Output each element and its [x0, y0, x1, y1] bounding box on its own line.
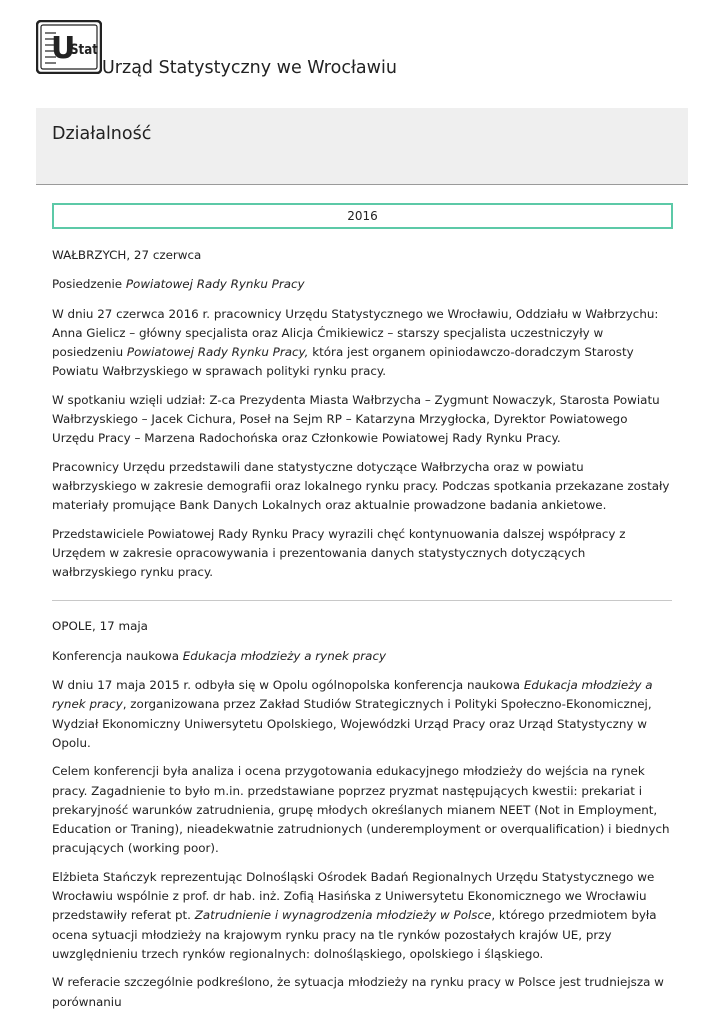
article-opole — [52, 617, 672, 1011]
heading-text: Konferencja naukowa — [52, 648, 183, 663]
paragraph-text: W dniu 17 maja 2015 r. odbyła się w Opolu ogólnopolska konferencja naukowa — [52, 678, 524, 693]
year-heading: 2016 — [52, 203, 673, 229]
article-paragraph: Celem konferencji była analiza i ocena przygotowania edukacyjnego młodzieży do wejścia na rynek pracy. Zagadnienie to było m.in. przedstawiane poprzez pryzmat następujących kwestii: prekariat i prekaryjność warunków zatrudnienia, grupę młodych określanych mianem NEET (Not in Employment, Education or Traning), nieadekwatnie zatrudnionych (underemployment or overqualification) i biednych pracujących (working poor). — [52, 764, 670, 856]
article-dateline: WAŁBRZYCH, 27 czerwca — [52, 248, 202, 262]
article-paragraph: W spotkaniu wzięli udział: Z-ca Prezydenta Miasta Wałbrzycha – Zygmunt Nowaczyk, Starosta Powiatu Wałbrzyskiego – Jacek Cichura, Poseł na Sejm RP – Katarzyna Mrzygłocka, Dyrektor Powiatowego Urzędu Pracy – Marzena Radochońska oraz Członkowie Powiatowej Rady Rynku Pracy. — [52, 392, 660, 446]
heading-text: Posiedzenie — [52, 277, 126, 292]
paragraph-italic: Zatrudnienie i wynagrodzenia młodzieży w Polsce — [194, 908, 492, 923]
article-walbrzych — [52, 246, 672, 582]
heading-italic: Powiatowej Rady Rynku Pracy — [125, 277, 305, 292]
article-heading — [52, 647, 672, 666]
site-title[interactable]: Urząd Statystyczny we Wrocławiu — [102, 58, 397, 78]
site-header — [36, 20, 696, 76]
article-dateline: OPOLE, 17 maja — [52, 619, 148, 634]
svg-text:U: U — [51, 31, 76, 66]
paragraph-text: Elżbieta Stańczyk reprezentując Dolnośląski Ośrodek Badań Regionalnych Urzędu Statystycznego we Wrocławiu wspólnie z prof. dr hab. inż. Zofią Hasińska z Uniwersytetu Ekonomicznego we Wrocławiu przedstawiły referat pt. — [52, 869, 655, 923]
content — [52, 246, 672, 1021]
article-paragraph — [52, 305, 672, 382]
svg-text:Stat: Stat — [70, 42, 98, 59]
article-paragraph: Przedstawiciele Powiatowej Rady Rynku Pracy wyrazili chęć kontynuowania dalszej współpracy z Urzędem w zakresie opracowywania i prezentowania danych statystycznych dotyczących wałbrzyskiego rynku pracy. — [52, 526, 626, 580]
paragraph-italic: Edukacja młodzieży a rynek pracy — [52, 678, 653, 712]
ustat-logo[interactable] — [36, 20, 102, 74]
article-heading — [52, 275, 672, 294]
article-separator — [52, 600, 672, 601]
paragraph-text: , zorganizowana przez Zakład Studiów Strategicznych i Polityki Społeczno-Ekonomicznej, Wydział Ekonomiczny Uniwersytetu Opolskiego, Wojewódzki Urząd Pracy oraz Urząd Statystyczny w Opolu. — [52, 697, 652, 750]
title-band — [36, 108, 688, 185]
heading-italic: Edukacja młodzieży a rynek pracy — [182, 648, 387, 663]
paragraph-text: , którego przedmiotem była ocena sytuacji młodzieży na krajowym rynku pracy na tle rynków pozostałych krajów UE, przy uwzględnieniu trzech rynków regionalnych: dolnośląskiego, opolskiego i śląskiego. — [52, 908, 657, 961]
article-paragraph — [52, 868, 672, 964]
paragraph-text: która jest organem opiniodawczo-doradczym Starosty Powiatu Wałbrzyskiego w sprawach polityki rynku pracy. — [52, 345, 634, 379]
article-paragraph: Pracownicy Urzędu przedstawili dane statystyczne dotyczące Wałbrzycha oraz w powiatu wałbrzyskiego w zakresie demografii oraz lokalnego rynku pracy. Podczas spotkania przekazane zostały materiały promujące Bank Danych Lokalnych oraz aktualnie prowadzone badania ankietowe. — [52, 459, 670, 513]
paragraph-text: W dniu 27 czerwca 2016 r. pracownicy Urzędu Statystycznego we Wrocławiu, Oddziału w Wałbrzychu: Anna Gielicz – główny specjalista oraz Alicja Ćmikiewicz – starszy specjalista uczestniczyły w posiedzeniu — [52, 306, 659, 360]
paragraph-italic: Powiatowej Rady Rynku Pracy, — [126, 345, 309, 360]
article-paragraph: W referacie szczególnie podkreślono, że sytuacja młodzieży na rynku pracy w Polsce jest trudniejsza w porównaniu — [52, 975, 664, 1009]
page-title: Działalność — [52, 124, 152, 144]
article-paragraph — [52, 676, 672, 753]
